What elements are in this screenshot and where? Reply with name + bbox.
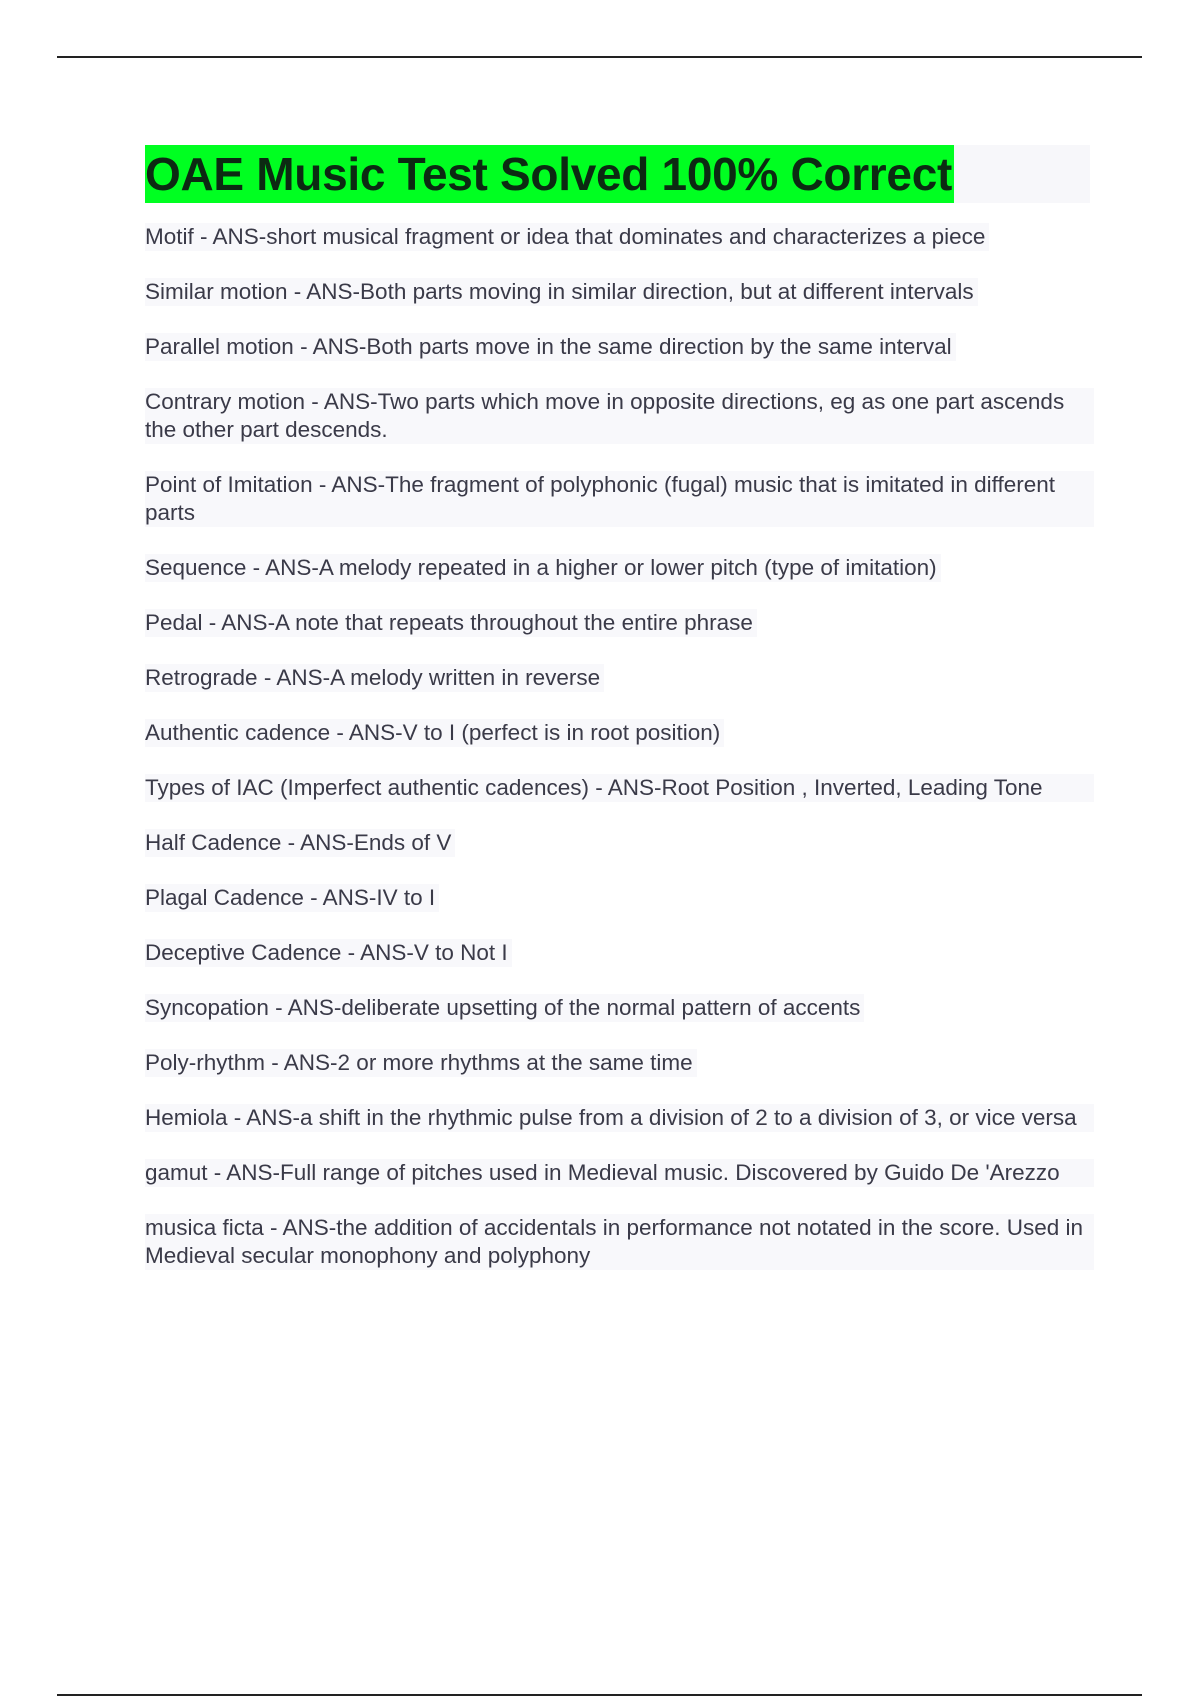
list-item: Plagal Cadence - ANS-IV to I (145, 884, 439, 912)
list-item: gamut - ANS-Full range of pitches used in Medieval music. Discovered by Guido De 'Arezzo (145, 1159, 1094, 1187)
list-item: Authentic cadence - ANS-V to I (perfect is in root position) (145, 719, 724, 747)
list-item: Syncopation - ANS-deliberate upsetting of the normal pattern of accents (145, 994, 864, 1022)
list-item: Hemiola - ANS-a shift in the rhythmic pulse from a division of 2 to a division of 3, or vice versa (145, 1104, 1094, 1132)
top-rule (57, 56, 1142, 58)
document-body (145, 145, 1090, 1297)
list-item: musica ficta - ANS-the addition of accidentals in performance not notated in the score. Used in Medieval secular monophony and polyphony (145, 1214, 1094, 1270)
list-item: Similar motion - ANS-Both parts moving in similar direction, but at different intervals (145, 278, 978, 306)
title-band (145, 145, 1090, 203)
list-item: Retrograde - ANS-A melody written in reverse (145, 664, 604, 692)
list-item: Deceptive Cadence - ANS-V to Not I (145, 939, 512, 967)
list-item: Sequence - ANS-A melody repeated in a higher or lower pitch (type of imitation) (145, 554, 941, 582)
list-item: Types of IAC (Imperfect authentic cadences) - ANS-Root Position , Inverted, Leading Tone (145, 774, 1094, 802)
bottom-rule (57, 1694, 1142, 1696)
list-item: Contrary motion - ANS-Two parts which move in opposite directions, eg as one part ascends the other part descends. (145, 388, 1094, 444)
entry-list (145, 223, 1090, 1270)
list-item: Motif - ANS-short musical fragment or idea that dominates and characterizes a piece (145, 223, 989, 251)
document-title: OAE Music Test Solved 100% Correct (145, 145, 954, 203)
list-item: Parallel motion - ANS-Both parts move in the same direction by the same interval (145, 333, 956, 361)
list-item: Pedal - ANS-A note that repeats throughout the entire phrase (145, 609, 757, 637)
list-item: Half Cadence - ANS-Ends of V (145, 829, 455, 857)
list-item: Point of Imitation - ANS-The fragment of polyphonic (fugal) music that is imitated in different parts (145, 471, 1094, 527)
list-item: Poly-rhythm - ANS-2 or more rhythms at the same time (145, 1049, 697, 1077)
